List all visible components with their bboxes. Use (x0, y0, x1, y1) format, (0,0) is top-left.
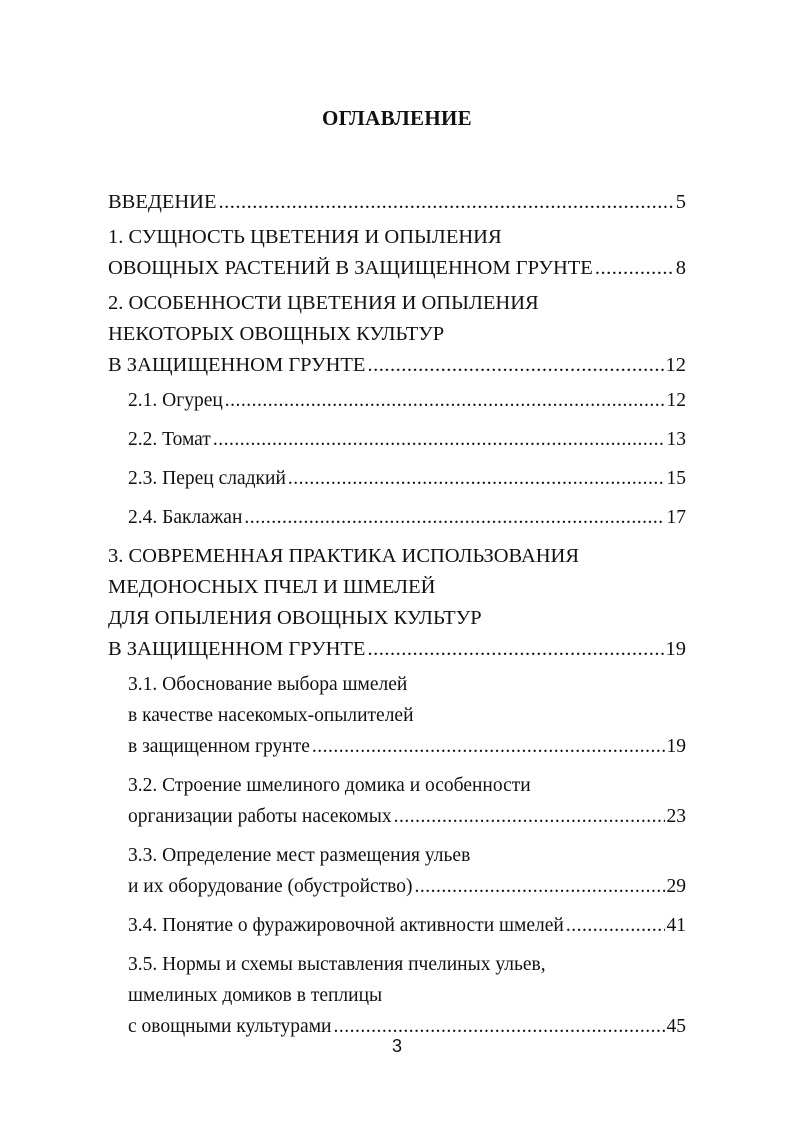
toc-entry-title: 2.3. Перец сладкий (128, 468, 286, 489)
toc-page-number: 23 (666, 806, 686, 827)
toc-entry-title: 3.2. Строение шмелиного домика и особенности (128, 775, 531, 796)
toc-entry-title: 3.4. Понятие о фуражировочной активности шмелей (128, 915, 564, 936)
toc-entry-title: В ЗАЩИЩЕННОМ ГРУНТЕ (108, 354, 366, 376)
dot-leader (367, 350, 663, 381)
toc-entry-section-3-3[interactable] (108, 840, 686, 902)
toc-entry-title: 1. СУЩНОСТЬ ЦВЕТЕНИЯ И ОПЫЛЕНИЯ (108, 226, 502, 248)
toc-entry-title: и их оборудование (обустройство) (128, 876, 413, 897)
toc-page-number: 19 (666, 736, 686, 757)
toc-page-number: 41 (666, 915, 686, 936)
toc-entry-title: 3.1. Обоснование выбора шмелей (128, 674, 408, 695)
toc-entry-title: организации работы насекомых (128, 806, 392, 827)
toc-entry-title: ДЛЯ ОПЫЛЕНИЯ ОВОЩНЫХ КУЛЬТУР (108, 607, 482, 629)
toc-entry-section-3-1[interactable] (108, 669, 686, 762)
dot-leader (415, 871, 665, 902)
toc-entry-title: В ЗАЩИЩЕННОМ ГРУНТЕ (108, 638, 366, 660)
toc-entry-title: 2.1. Огурец (128, 390, 223, 411)
toc-entry-chapter-2[interactable] (108, 288, 686, 381)
dot-leader (566, 910, 665, 941)
toc-entry-section-2-3[interactable] (108, 463, 686, 494)
toc-entry-title: 2.4. Баклажан (128, 507, 243, 528)
toc-entry-section-3-5[interactable] (108, 949, 686, 1042)
dot-leader (595, 253, 674, 284)
toc-entry-title: 2.2. Томат (128, 429, 211, 450)
toc-page-number: 19 (665, 638, 686, 660)
table-of-contents (108, 187, 686, 1050)
toc-entry-section-3-2[interactable] (108, 770, 686, 832)
toc-entry-section-2-4[interactable] (108, 502, 686, 533)
toc-page-number: 45 (666, 1016, 686, 1037)
toc-entry-chapter-3[interactable] (108, 541, 686, 665)
page-number: 3 (391, 1036, 402, 1056)
dot-leader (225, 385, 665, 416)
toc-entry-title: с овощными культурами (128, 1016, 332, 1037)
toc-page-number: 8 (675, 257, 686, 279)
toc-page-number: 12 (666, 390, 686, 411)
toc-entry-title: МЕДОНОСНЫХ ПЧЕЛ И ШМЕЛЕЙ (108, 576, 436, 598)
toc-entry-title: 3.3. Определение мест размещения ульев (128, 845, 471, 866)
toc-entry-title: 3. СОВРЕМЕННАЯ ПРАКТИКА ИСПОЛЬЗОВАНИЯ (108, 545, 580, 567)
toc-page-number: 12 (665, 354, 686, 376)
toc-page-number: 5 (675, 191, 686, 213)
toc-entry-title: НЕКОТОРЫХ ОВОЩНЫХ КУЛЬТУР (108, 323, 445, 345)
toc-entry-section-3-4[interactable] (108, 910, 686, 941)
toc-entry-title: шмелиных домиков в теплицы (128, 985, 383, 1006)
toc-entry-title: ВВЕДЕНИЕ (108, 191, 217, 213)
toc-entry-title: 2. ОСОБЕННОСТИ ЦВЕТЕНИЯ И ОПЫЛЕНИЯ (108, 292, 539, 314)
dot-leader (244, 502, 664, 533)
dot-leader (219, 187, 674, 218)
toc-page-number: 17 (666, 507, 686, 528)
dot-leader (213, 424, 665, 455)
toc-entry-title: в качестве насекомых-опылителей (128, 705, 414, 726)
toc-entry-section-2-2[interactable] (108, 424, 686, 455)
toc-entry-chapter-1[interactable] (108, 222, 686, 284)
dot-leader (312, 731, 665, 762)
toc-entry-title: ОВОЩНЫХ РАСТЕНИЙ В ЗАЩИЩЕННОМ ГРУНТЕ (108, 257, 593, 279)
toc-page-number: 15 (666, 468, 686, 489)
toc-entry-section-2-1[interactable] (108, 385, 686, 416)
toc-entry-title: 3.5. Нормы и схемы выставления пчелиных ульев, (128, 954, 546, 975)
dot-leader (394, 801, 665, 832)
toc-page-number: 13 (666, 429, 686, 450)
dot-leader (367, 634, 663, 665)
toc-page-number: 29 (666, 876, 686, 897)
toc-entry-title: в защищенном грунте (128, 736, 310, 757)
dot-leader (288, 463, 665, 494)
page-title: ОГЛАВЛЕНИЕ (322, 106, 472, 130)
toc-entry-introduction[interactable] (108, 187, 686, 218)
